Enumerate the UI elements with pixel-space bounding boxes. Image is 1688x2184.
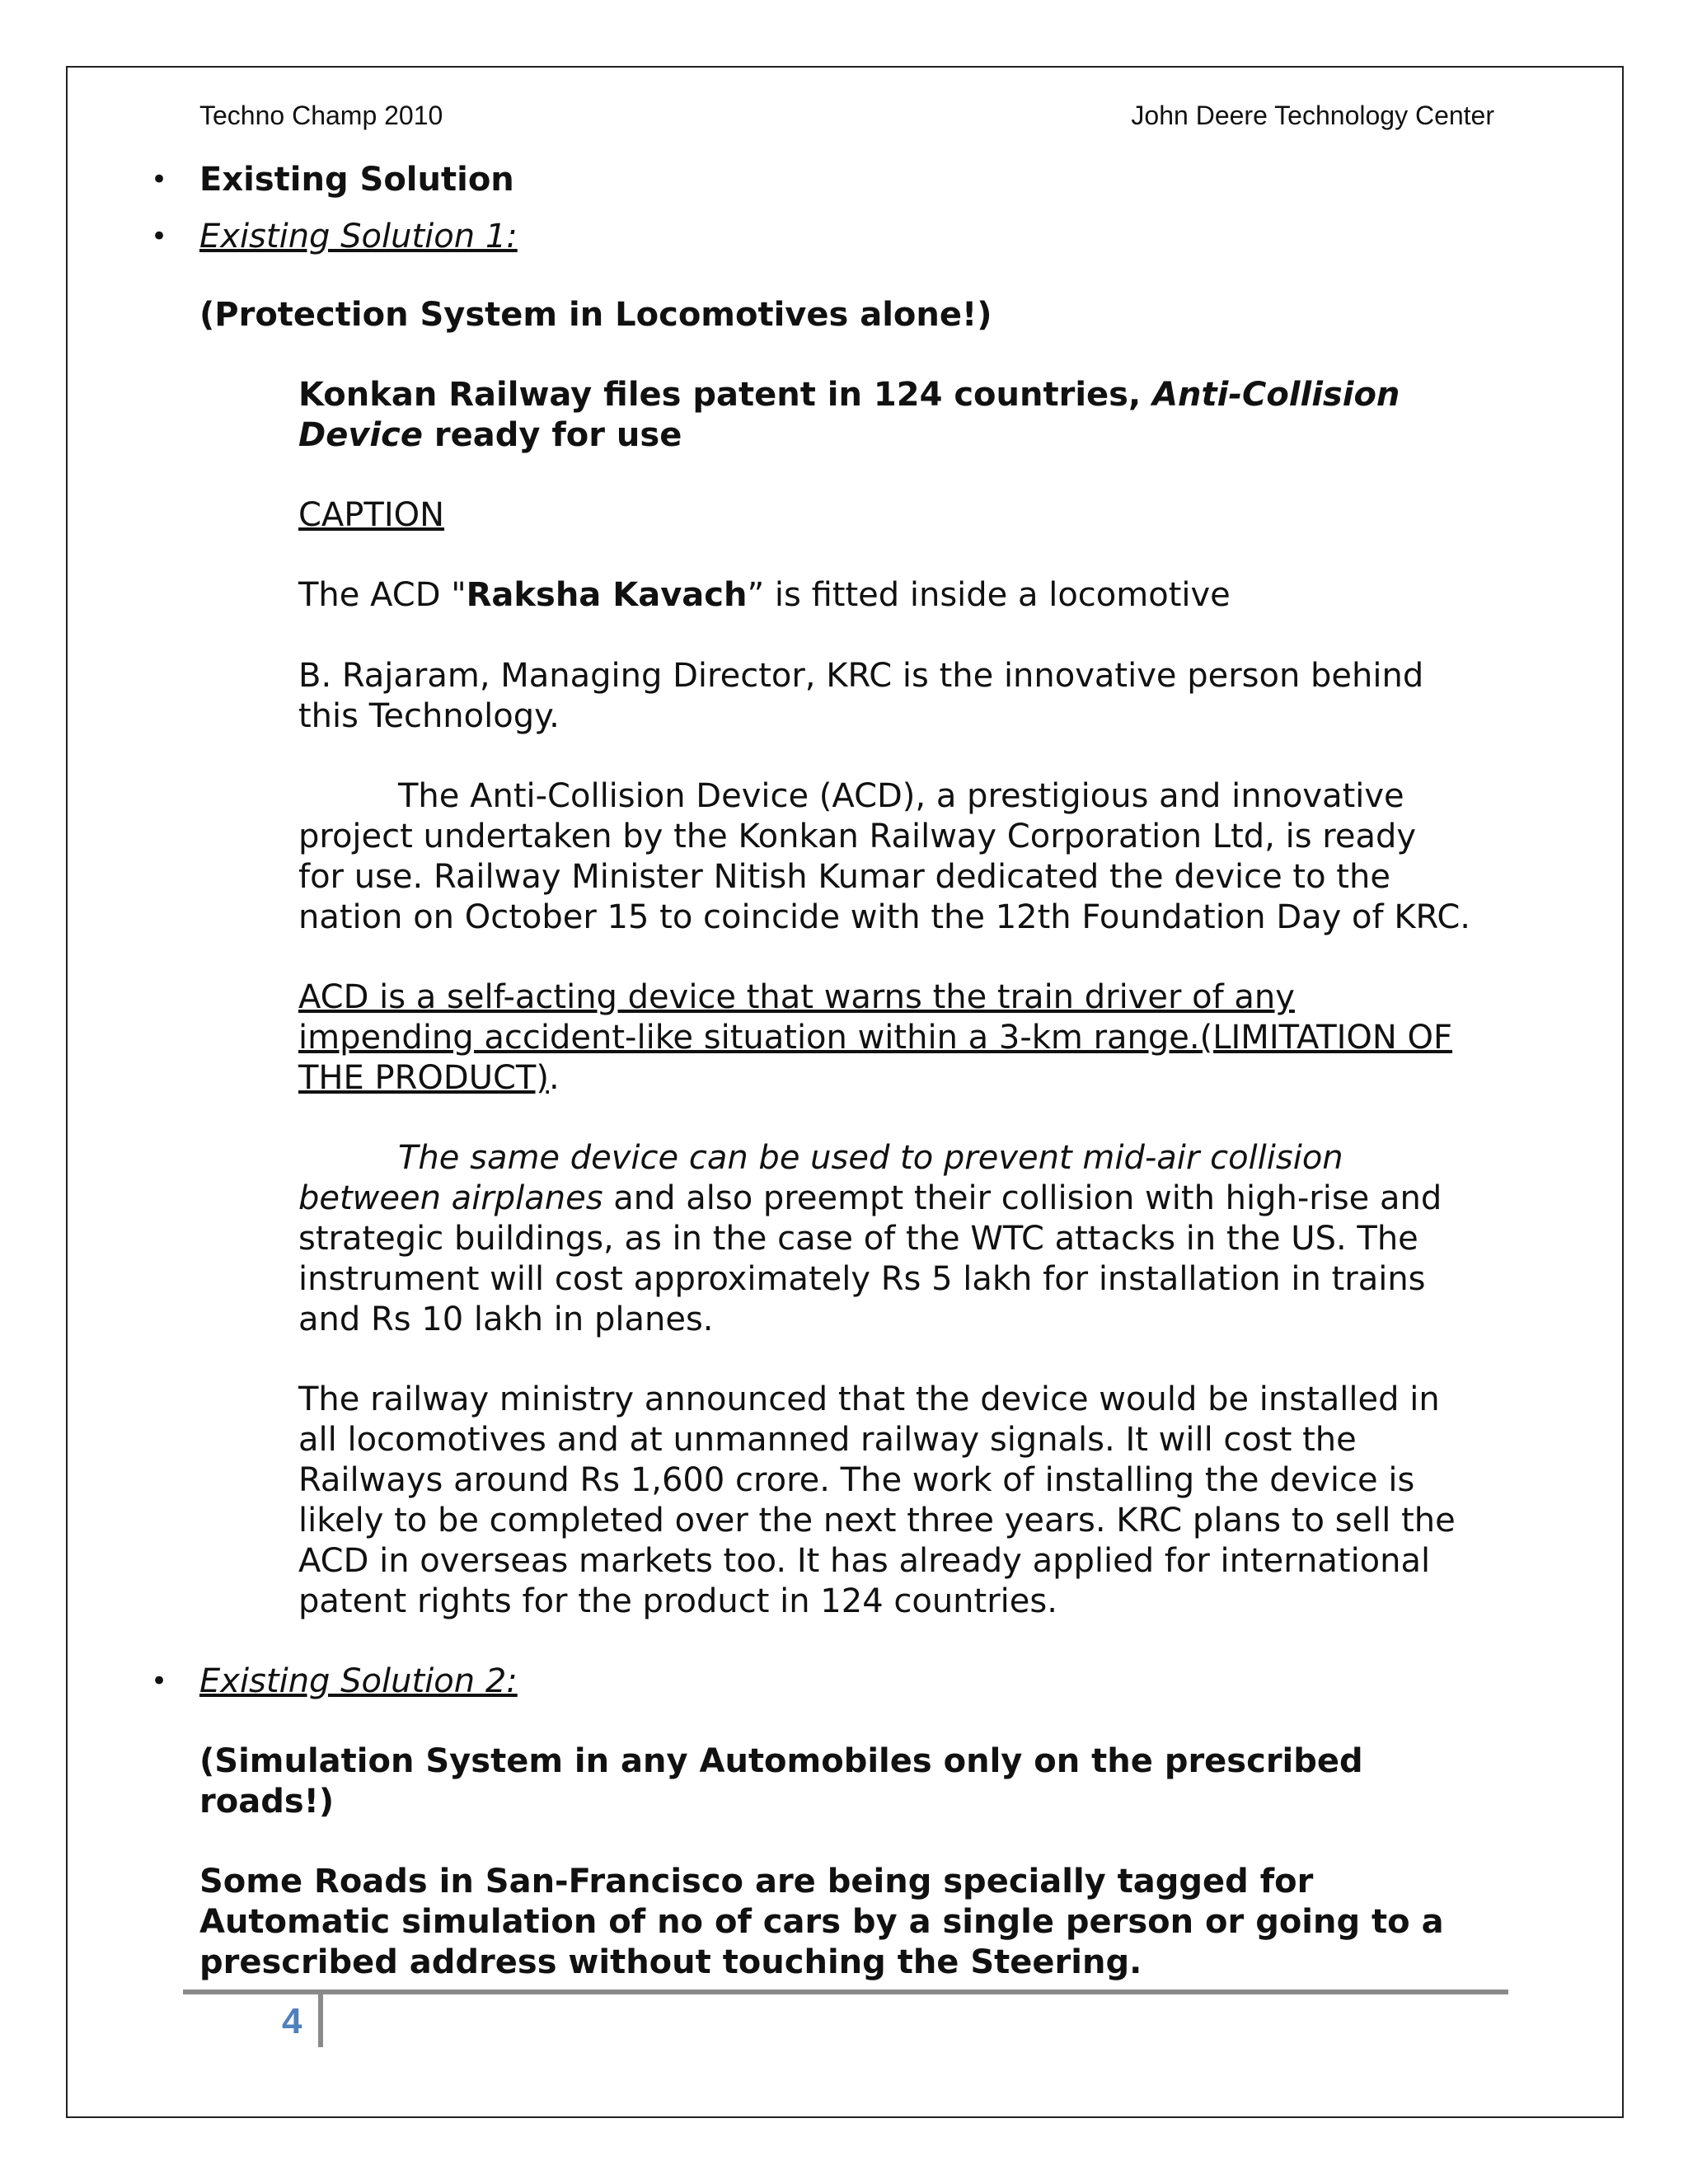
solution-2-subtitle-line-2: roads!) [199,1783,335,1821]
header-right-text: John Deere Technology Center [1131,101,1494,130]
paragraph-4-line-1: The railway ministry announced that the device would be installed in [298,1380,1440,1418]
paragraph-4-line-4: likely to be completed over the next three years. KRC plans to sell the [298,1502,1456,1540]
san-francisco-line-1: Some Roads in San-Francisco are being specially tagged for [199,1863,1314,1900]
bullet-icon: • [151,220,168,253]
header-left-text: Techno Champ 2010 [199,101,443,130]
paragraph-4-line-2: all locomotives and at unmanned railway signals. It will cost the [298,1421,1357,1459]
solution-2-subtitle-line-1: (Simulation System in any Automobiles only on the prescribed [199,1742,1363,1780]
paragraph-4-line-6: patent rights for the product in 124 countries. [298,1582,1057,1620]
bullet-icon: • [151,163,168,196]
news-headline-line-1: Konkan Railway files patent in 124 countries, Anti-Collision [298,376,1400,414]
paragraph-2-line-3: THE PRODUCT). [298,1059,560,1097]
bullet-icon: • [151,1665,168,1698]
solution-1-title: Existing Solution 1: [199,218,518,255]
paragraph-2-line-2: impending accident-like situation within a 3-km range.(LIMITATION OF [298,1019,1453,1057]
paragraph-2-line-1: ACD is a self-acting device that warns the train driver of any [298,978,1295,1016]
paragraph-4-line-5: ACD in overseas markets too. It has already applied for international [298,1542,1431,1580]
paragraph-1-line-4: nation on October 15 to coincide with the 12th Foundation Day of KRC. [298,898,1470,936]
page-number: 4 [282,2001,302,2041]
section-heading: Existing Solution [199,161,514,199]
paragraph-3-line-4: instrument will cost approximately Rs 5 lakh for installation in trains [298,1260,1426,1298]
rajaram-line-2: this Technology. [298,697,560,735]
paragraph-4-line-3: Railways around Rs 1,600 crore. The work of installing the device is [298,1461,1415,1499]
solution-2-title: Existing Solution 2: [199,1662,518,1700]
paragraph-1-line-1: The Anti-Collision Device (ACD), a prestigious and innovative [398,777,1404,815]
san-francisco-line-2: Automatic simulation of no of cars by a single person or going to a [199,1903,1444,1941]
san-francisco-line-3: prescribed address without touching the Steering. [199,1943,1142,1981]
news-headline-line-2: Device ready for use [298,416,682,454]
footer-vertical-bar [318,1994,323,2047]
paragraph-3-line-3: strategic buildings, as in the case of the WTC attacks in the US. The [298,1220,1418,1258]
paragraph-3-line-1: The same device can be used to prevent mid-air collision [398,1139,1343,1177]
acd-caption-line: The ACD "Raksha Kavach” is fitted inside a locomotive [298,576,1231,614]
paragraph-3-line-5: and Rs 10 lakh in planes. [298,1301,714,1338]
caption-label: CAPTION [298,496,445,534]
paragraph-1-line-2: project undertaken by the Konkan Railway Corporation Ltd, is ready [298,818,1417,855]
rajaram-line-1: B. Rajaram, Managing Director, KRC is the innovative person behind [298,657,1424,695]
paragraph-1-line-3: for use. Railway Minister Nitish Kumar dedicated the device to the [298,858,1390,896]
solution-1-subtitle: (Protection System in Locomotives alone!) [199,296,992,334]
footer-divider [183,1990,1508,1994]
paragraph-3-line-2: between airplanes and also preempt their collision with high-rise and [298,1179,1442,1217]
